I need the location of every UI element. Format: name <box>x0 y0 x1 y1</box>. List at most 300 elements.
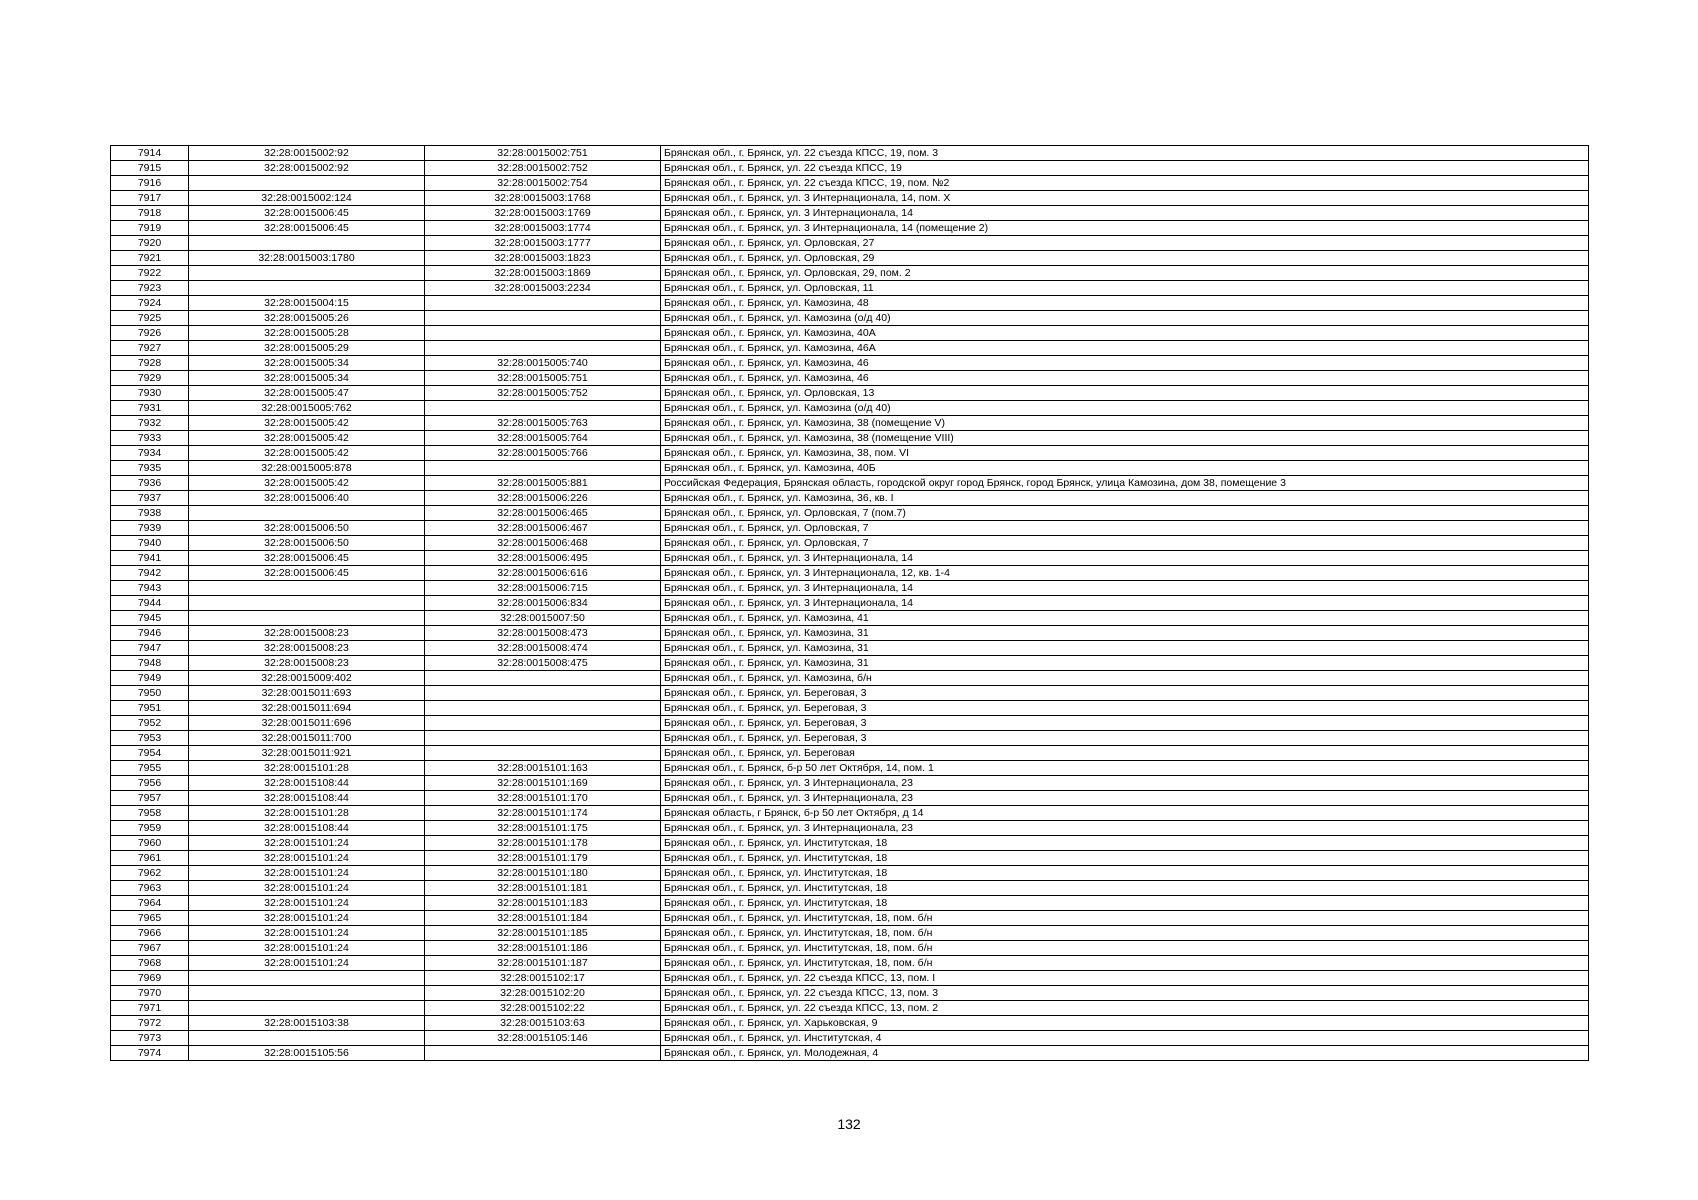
row-number-cell: 7947 <box>111 641 189 656</box>
address-cell: Брянская обл., г. Брянск, ул. 3 Интернационала, 14 <box>661 551 1589 566</box>
address-cell: Брянская обл., г. Брянск, ул. 3 Интернационала, 14 (помещение 2) <box>661 221 1589 236</box>
parcel-number-cell: 32:28:0015101:24 <box>189 911 425 926</box>
row-number-cell: 7966 <box>111 926 189 941</box>
row-number-cell: 7959 <box>111 821 189 836</box>
row-number-cell: 7955 <box>111 761 189 776</box>
address-cell: Брянская обл., г. Брянск, ул. Камозина, 31 <box>661 656 1589 671</box>
parcel-number-cell: 32:28:0015006:45 <box>189 566 425 581</box>
row-number-cell: 7943 <box>111 581 189 596</box>
address-cell: Брянская обл., г. Брянск, ул. Институтская, 18, пом. б/н <box>661 956 1589 971</box>
parcel-number-cell: 32:28:0015101:24 <box>189 851 425 866</box>
parcel-number-cell: 32:28:0015005:42 <box>189 416 425 431</box>
row-number-cell: 7932 <box>111 416 189 431</box>
parcel-number-cell: 32:28:0015101:24 <box>189 926 425 941</box>
parcel-number-cell: 32:28:0015005:47 <box>189 386 425 401</box>
object-number-cell: 32:28:0015005:751 <box>425 371 661 386</box>
row-number-cell: 7940 <box>111 536 189 551</box>
parcel-number-cell: 32:28:0015101:24 <box>189 866 425 881</box>
row-number-cell: 7936 <box>111 476 189 491</box>
object-number-cell: 32:28:0015002:752 <box>425 161 661 176</box>
row-number-cell: 7935 <box>111 461 189 476</box>
parcel-number-cell: 32:28:0015101:24 <box>189 941 425 956</box>
row-number-cell: 7963 <box>111 881 189 896</box>
row-number-cell: 7944 <box>111 596 189 611</box>
row-number-cell: 7927 <box>111 341 189 356</box>
table-row <box>111 266 1589 281</box>
object-number-cell: 32:28:0015101:180 <box>425 866 661 881</box>
object-number-cell: 32:28:0015103:63 <box>425 1016 661 1031</box>
address-cell: Брянская обл., г. Брянск, ул. Камозина, 46 <box>661 371 1589 386</box>
address-cell: Брянская обл., г. Брянск, ул. Орловская, 13 <box>661 386 1589 401</box>
parcel-number-cell: 32:28:0015006:50 <box>189 536 425 551</box>
address-cell: Брянская обл., г. Брянск, ул. 3 Интернационала, 23 <box>661 791 1589 806</box>
table-row <box>111 311 1589 326</box>
table-row <box>111 731 1589 746</box>
row-number-cell: 7952 <box>111 716 189 731</box>
object-number-cell <box>425 341 661 356</box>
parcel-number-cell <box>189 971 425 986</box>
object-number-cell: 32:28:0015101:174 <box>425 806 661 821</box>
object-number-cell: 32:28:0015005:763 <box>425 416 661 431</box>
address-cell: Брянская обл., г. Брянск, ул. Институтская, 18 <box>661 866 1589 881</box>
address-cell: Брянская обл., г. Брянск, ул. Камозина, 38 (помещение VIII) <box>661 431 1589 446</box>
table-row <box>111 1031 1589 1046</box>
row-number-cell: 7953 <box>111 731 189 746</box>
parcel-number-cell: 32:28:0015103:38 <box>189 1016 425 1031</box>
address-cell: Российская Федерация, Брянская область, городской округ город Брянск, город Брянск, улица Камозина, дом 38, помещение 3 <box>661 476 1589 491</box>
table-row <box>111 551 1589 566</box>
address-cell: Брянская обл., г. Брянск, ул. Камозина, 31 <box>661 626 1589 641</box>
object-number-cell: 32:28:0015006:834 <box>425 596 661 611</box>
object-number-cell: 32:28:0015005:752 <box>425 386 661 401</box>
address-cell: Брянская обл., г. Брянск, ул. Институтская, 18 <box>661 836 1589 851</box>
row-number-cell: 7949 <box>111 671 189 686</box>
row-number-cell: 7971 <box>111 1001 189 1016</box>
table-row <box>111 446 1589 461</box>
table-row <box>111 761 1589 776</box>
page-number: 132 <box>837 1116 861 1132</box>
object-number-cell: 32:28:0015102:17 <box>425 971 661 986</box>
address-cell: Брянская обл., г. Брянск, ул. Береговая <box>661 746 1589 761</box>
parcel-number-cell <box>189 176 425 191</box>
table-row <box>111 626 1589 641</box>
object-number-cell <box>425 1046 661 1061</box>
parcel-number-cell: 32:28:0015002:92 <box>189 146 425 161</box>
row-number-cell: 7972 <box>111 1016 189 1031</box>
parcel-number-cell: 32:28:0015008:23 <box>189 626 425 641</box>
parcel-number-cell: 32:28:0015101:24 <box>189 896 425 911</box>
cadastral-table <box>110 145 1589 1061</box>
table-row <box>111 341 1589 356</box>
address-cell: Брянская область, г Брянск, б-р 50 лет Октября, д 14 <box>661 806 1589 821</box>
object-number-cell: 32:28:0015006:468 <box>425 536 661 551</box>
address-cell: Брянская обл., г. Брянск, ул. Институтская, 18 <box>661 896 1589 911</box>
row-number-cell: 7948 <box>111 656 189 671</box>
object-number-cell: 32:28:0015005:766 <box>425 446 661 461</box>
table-row <box>111 581 1589 596</box>
object-number-cell <box>425 716 661 731</box>
table-row <box>111 236 1589 251</box>
parcel-number-cell: 32:28:0015005:42 <box>189 476 425 491</box>
table-row <box>111 716 1589 731</box>
parcel-number-cell: 32:28:0015006:45 <box>189 551 425 566</box>
address-cell: Брянская обл., г. Брянск, ул. Институтская, 18, пом. б/н <box>661 941 1589 956</box>
row-number-cell: 7957 <box>111 791 189 806</box>
table-row <box>111 986 1589 1001</box>
table-row <box>111 836 1589 851</box>
address-cell: Брянская обл., г. Брянск, ул. 3 Интернационала, 23 <box>661 821 1589 836</box>
row-number-cell: 7938 <box>111 506 189 521</box>
table-row <box>111 911 1589 926</box>
object-number-cell: 32:28:0015003:1769 <box>425 206 661 221</box>
address-cell: Брянская обл., г. Брянск, ул. Камозина, 38, пом. VI <box>661 446 1589 461</box>
object-number-cell <box>425 311 661 326</box>
object-number-cell: 32:28:0015105:146 <box>425 1031 661 1046</box>
table-row <box>111 251 1589 266</box>
object-number-cell: 32:28:0015008:475 <box>425 656 661 671</box>
object-number-cell: 32:28:0015007:50 <box>425 611 661 626</box>
parcel-number-cell: 32:28:0015003:1780 <box>189 251 425 266</box>
object-number-cell: 32:28:0015008:473 <box>425 626 661 641</box>
address-cell: Брянская обл., г. Брянск, ул. 3 Интернационала, 14 <box>661 581 1589 596</box>
object-number-cell: 32:28:0015101:175 <box>425 821 661 836</box>
table-row <box>111 416 1589 431</box>
row-number-cell: 7964 <box>111 896 189 911</box>
parcel-number-cell: 32:28:0015005:878 <box>189 461 425 476</box>
address-cell: Брянская обл., г. Брянск, ул. Камозина (о/д 40) <box>661 401 1589 416</box>
table-row <box>111 641 1589 656</box>
address-cell: Брянская обл., г. Брянск, ул. 22 съезда КПСС, 19 <box>661 161 1589 176</box>
row-number-cell: 7931 <box>111 401 189 416</box>
object-number-cell: 32:28:0015003:2234 <box>425 281 661 296</box>
row-number-cell: 7928 <box>111 356 189 371</box>
row-number-cell: 7939 <box>111 521 189 536</box>
row-number-cell: 7915 <box>111 161 189 176</box>
parcel-number-cell <box>189 596 425 611</box>
object-number-cell: 32:28:0015101:186 <box>425 941 661 956</box>
object-number-cell <box>425 731 661 746</box>
object-number-cell: 32:28:0015006:715 <box>425 581 661 596</box>
table-row <box>111 941 1589 956</box>
table-row <box>111 656 1589 671</box>
row-number-cell: 7930 <box>111 386 189 401</box>
table-row <box>111 866 1589 881</box>
object-number-cell <box>425 326 661 341</box>
parcel-number-cell: 32:28:0015108:44 <box>189 821 425 836</box>
parcel-number-cell: 32:28:0015005:34 <box>189 356 425 371</box>
object-number-cell: 32:28:0015002:754 <box>425 176 661 191</box>
table-row <box>111 686 1589 701</box>
parcel-number-cell <box>189 506 425 521</box>
row-number-cell: 7926 <box>111 326 189 341</box>
row-number-cell: 7968 <box>111 956 189 971</box>
parcel-number-cell: 32:28:0015101:24 <box>189 956 425 971</box>
object-number-cell: 32:28:0015102:20 <box>425 986 661 1001</box>
object-number-cell: 32:28:0015005:881 <box>425 476 661 491</box>
table-row <box>111 596 1589 611</box>
address-cell: Брянская обл., г. Брянск, ул. Камозина, 40Б <box>661 461 1589 476</box>
row-number-cell: 7962 <box>111 866 189 881</box>
object-number-cell: 32:28:0015003:1823 <box>425 251 661 266</box>
row-number-cell: 7923 <box>111 281 189 296</box>
table-row <box>111 146 1589 161</box>
row-number-cell: 7951 <box>111 701 189 716</box>
table-row <box>111 281 1589 296</box>
address-cell: Брянская обл., г. Брянск, ул. Молодежная, 4 <box>661 1046 1589 1061</box>
object-number-cell: 32:28:0015003:1768 <box>425 191 661 206</box>
address-cell: Брянская обл., г. Брянск, ул. 22 съезда КПСС, 13, пом. I <box>661 971 1589 986</box>
table-row <box>111 1001 1589 1016</box>
table-row <box>111 191 1589 206</box>
table-row <box>111 1016 1589 1031</box>
table-row <box>111 896 1589 911</box>
row-number-cell: 7919 <box>111 221 189 236</box>
row-number-cell: 7922 <box>111 266 189 281</box>
object-number-cell <box>425 296 661 311</box>
table-row <box>111 536 1589 551</box>
table-row <box>111 806 1589 821</box>
parcel-number-cell: 32:28:0015005:42 <box>189 446 425 461</box>
parcel-number-cell: 32:28:0015108:44 <box>189 776 425 791</box>
parcel-number-cell: 32:28:0015108:44 <box>189 791 425 806</box>
address-cell: Брянская обл., г. Брянск, ул. Камозина, 41 <box>661 611 1589 626</box>
row-number-cell: 7969 <box>111 971 189 986</box>
parcel-number-cell: 32:28:0015101:28 <box>189 761 425 776</box>
object-number-cell: 32:28:0015006:616 <box>425 566 661 581</box>
table-row <box>111 1046 1589 1061</box>
table-row <box>111 671 1589 686</box>
object-number-cell <box>425 746 661 761</box>
row-number-cell: 7958 <box>111 806 189 821</box>
object-number-cell: 32:28:0015101:169 <box>425 776 661 791</box>
table-row <box>111 371 1589 386</box>
row-number-cell: 7965 <box>111 911 189 926</box>
parcel-number-cell: 32:28:0015011:700 <box>189 731 425 746</box>
parcel-number-cell: 32:28:0015008:23 <box>189 656 425 671</box>
address-cell: Брянская обл., г. Брянск, ул. Камозина, 48 <box>661 296 1589 311</box>
row-number-cell: 7917 <box>111 191 189 206</box>
object-number-cell: 32:28:0015005:764 <box>425 431 661 446</box>
address-cell: Брянская обл., г. Брянск, ул. Орловская, 11 <box>661 281 1589 296</box>
parcel-number-cell: 32:28:0015005:26 <box>189 311 425 326</box>
parcel-number-cell <box>189 266 425 281</box>
table-row <box>111 206 1589 221</box>
row-number-cell: 7921 <box>111 251 189 266</box>
row-number-cell: 7918 <box>111 206 189 221</box>
address-cell: Брянская обл., г. Брянск, ул. Камозина, б/н <box>661 671 1589 686</box>
parcel-number-cell: 32:28:0015005:762 <box>189 401 425 416</box>
row-number-cell: 7954 <box>111 746 189 761</box>
object-number-cell: 32:28:0015005:740 <box>425 356 661 371</box>
address-cell: Брянская обл., г. Брянск, ул. Орловская, 29 <box>661 251 1589 266</box>
table-row <box>111 431 1589 446</box>
table-row <box>111 461 1589 476</box>
address-cell: Брянская обл., г. Брянск, ул. Институтская, 18, пом. б/н <box>661 926 1589 941</box>
object-number-cell: 32:28:0015006:465 <box>425 506 661 521</box>
object-number-cell <box>425 401 661 416</box>
address-cell: Брянская обл., г. Брянск, ул. Институтская, 4 <box>661 1031 1589 1046</box>
address-cell: Брянская обл., г. Брянск, б-р 50 лет Октября, 14, пом. 1 <box>661 761 1589 776</box>
parcel-number-cell: 32:28:0015011:921 <box>189 746 425 761</box>
row-number-cell: 7960 <box>111 836 189 851</box>
row-number-cell: 7920 <box>111 236 189 251</box>
address-cell: Брянская обл., г. Брянск, ул. Орловская, 27 <box>661 236 1589 251</box>
table-row <box>111 746 1589 761</box>
table-row <box>111 491 1589 506</box>
parcel-number-cell <box>189 236 425 251</box>
object-number-cell: 32:28:0015003:1774 <box>425 221 661 236</box>
parcel-number-cell: 32:28:0015005:42 <box>189 431 425 446</box>
address-cell: Брянская обл., г. Брянск, ул. Институтская, 18 <box>661 851 1589 866</box>
table-row <box>111 296 1589 311</box>
object-number-cell: 32:28:0015002:751 <box>425 146 661 161</box>
object-number-cell: 32:28:0015101:181 <box>425 881 661 896</box>
table-row <box>111 161 1589 176</box>
address-cell: Брянская обл., г. Брянск, ул. 22 съезда КПСС, 13, пом. 3 <box>661 986 1589 1001</box>
object-number-cell: 32:28:0015101:184 <box>425 911 661 926</box>
parcel-number-cell <box>189 986 425 1001</box>
address-cell: Брянская обл., г. Брянск, ул. 22 съезда КПСС, 19, пом. 3 <box>661 146 1589 161</box>
address-cell: Брянская обл., г. Брянск, ул. Институтская, 18 <box>661 881 1589 896</box>
table-row <box>111 611 1589 626</box>
parcel-number-cell: 32:28:0015009:402 <box>189 671 425 686</box>
object-number-cell: 32:28:0015003:1777 <box>425 236 661 251</box>
table-row <box>111 851 1589 866</box>
parcel-number-cell <box>189 1031 425 1046</box>
parcel-number-cell: 32:28:0015005:29 <box>189 341 425 356</box>
row-number-cell: 7916 <box>111 176 189 191</box>
parcel-number-cell <box>189 581 425 596</box>
row-number-cell: 7973 <box>111 1031 189 1046</box>
address-cell: Брянская обл., г. Брянск, ул. 3 Интернационала, 14 <box>661 596 1589 611</box>
table-row <box>111 476 1589 491</box>
address-cell: Брянская обл., г. Брянск, ул. 3 Интернационала, 12, кв. 1-4 <box>661 566 1589 581</box>
parcel-number-cell: 32:28:0015006:45 <box>189 206 425 221</box>
parcel-number-cell: 32:28:0015101:24 <box>189 836 425 851</box>
parcel-number-cell <box>189 611 425 626</box>
row-number-cell: 7956 <box>111 776 189 791</box>
row-number-cell: 7961 <box>111 851 189 866</box>
row-number-cell: 7950 <box>111 686 189 701</box>
parcel-number-cell: 32:28:0015005:28 <box>189 326 425 341</box>
parcel-number-cell: 32:28:0015105:56 <box>189 1046 425 1061</box>
address-cell: Брянская обл., г. Брянск, ул. Береговая, 3 <box>661 716 1589 731</box>
row-number-cell: 7946 <box>111 626 189 641</box>
parcel-number-cell: 32:28:0015101:24 <box>189 881 425 896</box>
row-number-cell: 7941 <box>111 551 189 566</box>
parcel-number-cell: 32:28:0015011:694 <box>189 701 425 716</box>
object-number-cell: 32:28:0015101:163 <box>425 761 661 776</box>
object-number-cell: 32:28:0015102:22 <box>425 1001 661 1016</box>
object-number-cell: 32:28:0015101:185 <box>425 926 661 941</box>
object-number-cell: 32:28:0015006:495 <box>425 551 661 566</box>
table-row <box>111 221 1589 236</box>
object-number-cell: 32:28:0015003:1869 <box>425 266 661 281</box>
parcel-number-cell: 32:28:0015006:40 <box>189 491 425 506</box>
object-number-cell: 32:28:0015101:170 <box>425 791 661 806</box>
table-row <box>111 881 1589 896</box>
row-number-cell: 7933 <box>111 431 189 446</box>
table-row <box>111 356 1589 371</box>
row-number-cell: 7929 <box>111 371 189 386</box>
table-row <box>111 326 1589 341</box>
address-cell: Брянская обл., г. Брянск, ул. Береговая, 3 <box>661 701 1589 716</box>
parcel-number-cell: 32:28:0015006:50 <box>189 521 425 536</box>
parcel-number-cell: 32:28:0015011:696 <box>189 716 425 731</box>
address-cell: Брянская обл., г. Брянск, ул. Камозина, 40А <box>661 326 1589 341</box>
table-row <box>111 791 1589 806</box>
parcel-number-cell: 32:28:0015006:45 <box>189 221 425 236</box>
address-cell: Брянская обл., г. Брянск, ул. Камозина, 31 <box>661 641 1589 656</box>
table-row <box>111 776 1589 791</box>
parcel-number-cell: 32:28:0015008:23 <box>189 641 425 656</box>
table-row <box>111 506 1589 521</box>
address-cell: Брянская обл., г. Брянск, ул. Камозина (о/д 40) <box>661 311 1589 326</box>
table-row <box>111 926 1589 941</box>
address-cell: Брянская обл., г. Брянск, ул. Камозина, 46А <box>661 341 1589 356</box>
row-number-cell: 7974 <box>111 1046 189 1061</box>
object-number-cell: 32:28:0015101:178 <box>425 836 661 851</box>
object-number-cell: 32:28:0015101:179 <box>425 851 661 866</box>
address-cell: Брянская обл., г. Брянск, ул. Береговая, 3 <box>661 731 1589 746</box>
address-cell: Брянская обл., г. Брянск, ул. Орловская, 7 (пом.7) <box>661 506 1589 521</box>
address-cell: Брянская обл., г. Брянск, ул. 3 Интернационала, 14, пом. X <box>661 191 1589 206</box>
row-number-cell: 7924 <box>111 296 189 311</box>
object-number-cell <box>425 701 661 716</box>
table-row <box>111 176 1589 191</box>
object-number-cell <box>425 686 661 701</box>
parcel-number-cell: 32:28:0015005:34 <box>189 371 425 386</box>
address-cell: Брянская обл., г. Брянск, ул. Камозина, 46 <box>661 356 1589 371</box>
object-number-cell <box>425 461 661 476</box>
parcel-number-cell: 32:28:0015004:15 <box>189 296 425 311</box>
object-number-cell: 32:28:0015006:467 <box>425 521 661 536</box>
address-cell: Брянская обл., г. Брянск, ул. Орловская, 7 <box>661 536 1589 551</box>
row-number-cell: 7945 <box>111 611 189 626</box>
address-cell: Брянская обл., г. Брянск, ул. 3 Интернационала, 23 <box>661 776 1589 791</box>
table-row <box>111 956 1589 971</box>
parcel-number-cell: 32:28:0015101:28 <box>189 806 425 821</box>
parcel-number-cell <box>189 1001 425 1016</box>
address-cell: Брянская обл., г. Брянск, ул. Береговая, 3 <box>661 686 1589 701</box>
address-cell: Брянская обл., г. Брянск, ул. 22 съезда КПСС, 13, пом. 2 <box>661 1001 1589 1016</box>
table-row <box>111 386 1589 401</box>
row-number-cell: 7934 <box>111 446 189 461</box>
row-number-cell: 7967 <box>111 941 189 956</box>
table-row <box>111 701 1589 716</box>
table-row <box>111 566 1589 581</box>
table-row <box>111 401 1589 416</box>
object-number-cell: 32:28:0015101:187 <box>425 956 661 971</box>
address-cell: Брянская обл., г. Брянск, ул. Харьковская, 9 <box>661 1016 1589 1031</box>
row-number-cell: 7970 <box>111 986 189 1001</box>
address-cell: Брянская обл., г. Брянск, ул. Орловская, 29, пом. 2 <box>661 266 1589 281</box>
parcel-number-cell: 32:28:0015002:124 <box>189 191 425 206</box>
object-number-cell: 32:28:0015101:183 <box>425 896 661 911</box>
address-cell: Брянская обл., г. Брянск, ул. 22 съезда КПСС, 19, пом. №2 <box>661 176 1589 191</box>
parcel-number-cell: 32:28:0015002:92 <box>189 161 425 176</box>
object-number-cell: 32:28:0015006:226 <box>425 491 661 506</box>
table-body <box>111 146 1589 1061</box>
address-cell: Брянская обл., г. Брянск, ул. Камозина, 38 (помещение V) <box>661 416 1589 431</box>
row-number-cell: 7925 <box>111 311 189 326</box>
object-number-cell <box>425 671 661 686</box>
row-number-cell: 7937 <box>111 491 189 506</box>
table-row <box>111 821 1589 836</box>
address-cell: Брянская обл., г. Брянск, ул. Институтская, 18, пом. б/н <box>661 911 1589 926</box>
address-cell: Брянская обл., г. Брянск, ул. 3 Интернационала, 14 <box>661 206 1589 221</box>
address-cell: Брянская обл., г. Брянск, ул. Орловская, 7 <box>661 521 1589 536</box>
